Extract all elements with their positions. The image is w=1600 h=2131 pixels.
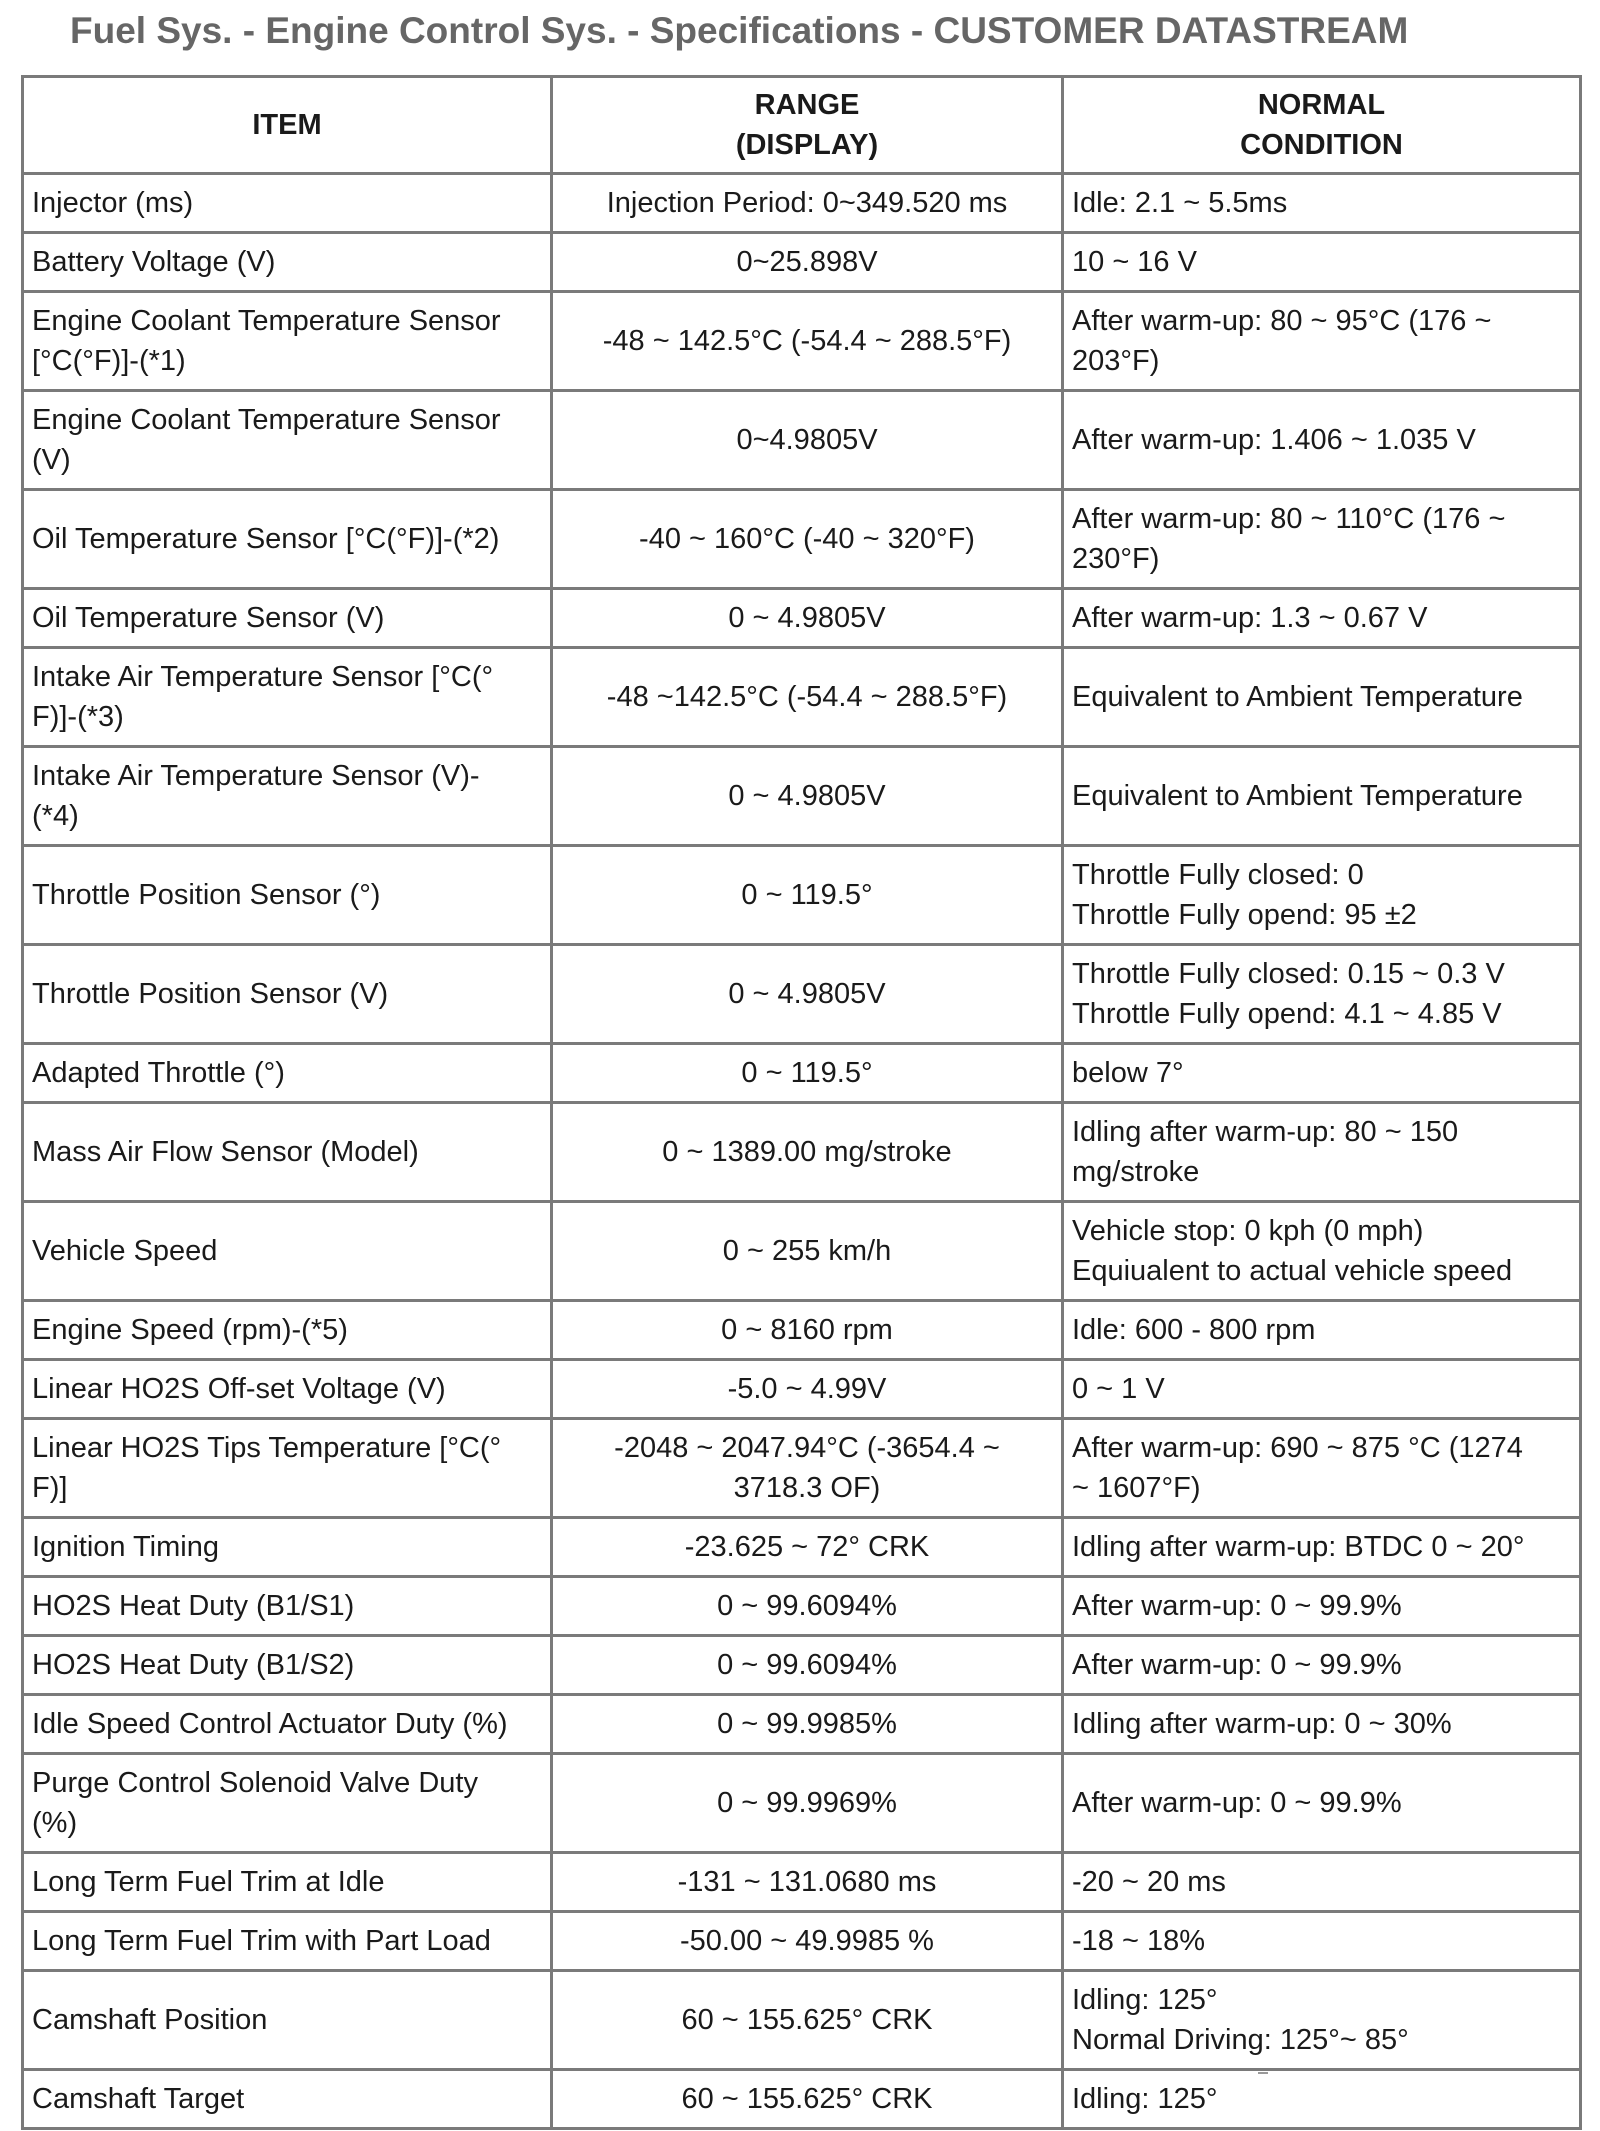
cell-normal-line: Idle: 2.1 ~ 5.5ms: [1072, 187, 1288, 219]
cell-item-line: Long Term Fuel Trim at Idle: [32, 1866, 385, 1898]
cell-range: [552, 589, 1063, 648]
cell-range: [552, 1695, 1063, 1754]
cell-item-line: Intake Air Temperature Sensor [°C(°: [32, 661, 494, 693]
table-row: [23, 1518, 1581, 1577]
cell-normal-line: After warm-up: 0 ~ 99.9%: [1072, 1787, 1402, 1819]
cell-range: [552, 846, 1063, 945]
cell-normal-line: -20 ~ 20 ms: [1072, 1866, 1226, 1898]
cell-range: [552, 1044, 1063, 1103]
cell-item: [23, 1301, 552, 1360]
cell-normal: [1063, 648, 1581, 747]
cell-normal: [1063, 1202, 1581, 1301]
cell-range: [552, 233, 1063, 292]
cell-range-line: -5.0 ~ 4.99V: [727, 1373, 887, 1405]
table-row: [23, 589, 1581, 648]
cell-range-line: 0 ~ 99.6094%: [717, 1590, 897, 1622]
cell-item-line: HO2S Heat Duty (B1/S1): [32, 1590, 355, 1622]
cell-item: [23, 648, 552, 747]
cell-item: [23, 490, 552, 589]
cell-range: [552, 648, 1063, 747]
spec-table: [21, 75, 1582, 2130]
header-row: [23, 77, 1581, 174]
cell-range-line: 60 ~ 155.625° CRK: [681, 2004, 933, 2036]
cell-normal-line: Idling: 125°: [1072, 2083, 1218, 2115]
cell-normal: [1063, 1912, 1581, 1971]
table-row: [23, 1419, 1581, 1518]
cell-range: [552, 1912, 1063, 1971]
cell-item-line: Engine Speed (rpm)-(*5): [32, 1314, 348, 1346]
cell-normal-line: Idling after warm-up: 80 ~ 150: [1072, 1116, 1459, 1148]
cell-range: [552, 747, 1063, 846]
cell-range-line: 0 ~ 99.9985%: [717, 1708, 897, 1740]
cell-item-line: Oil Temperature Sensor (V): [32, 602, 385, 634]
cell-range: [552, 174, 1063, 233]
cell-item: [23, 945, 552, 1044]
cell-range-line: -40 ~ 160°C (-40 ~ 320°F): [639, 523, 975, 555]
header-range-line: RANGE: [754, 89, 860, 121]
cell-item: [23, 589, 552, 648]
table-row: [23, 945, 1581, 1044]
dash-mark: [1258, 2072, 1268, 2074]
cell-item: [23, 1360, 552, 1419]
cell-range-line: 0 ~ 4.9805V: [728, 978, 886, 1010]
cell-normal: [1063, 174, 1581, 233]
cell-normal: [1063, 1301, 1581, 1360]
cell-normal-line: Vehicle stop: 0 kph (0 mph): [1072, 1215, 1424, 1247]
cell-normal: [1063, 945, 1581, 1044]
table-row: [23, 747, 1581, 846]
cell-item-line: [°C(°F)]-(*1): [32, 345, 186, 377]
cell-normal-line: 230°F): [1072, 543, 1160, 575]
cell-normal-line: Normal Driving: 125°~ 85°: [1072, 2024, 1409, 2056]
cell-range-line: 0 ~ 255 km/h: [722, 1235, 892, 1267]
cell-item-line: Intake Air Temperature Sensor (V)-: [32, 760, 480, 792]
cell-item: [23, 1103, 552, 1202]
cell-item: [23, 1202, 552, 1301]
cell-normal: [1063, 1636, 1581, 1695]
cell-range-line: -48 ~ 142.5°C (-54.4 ~ 288.5°F): [602, 325, 1012, 357]
cell-range: [552, 1577, 1063, 1636]
table-row: [23, 1044, 1581, 1103]
cell-range-line: -23.625 ~ 72° CRK: [684, 1531, 930, 1563]
cell-normal: [1063, 1754, 1581, 1853]
cell-item: [23, 1695, 552, 1754]
cell-range: [552, 490, 1063, 589]
cell-item: [23, 1419, 552, 1518]
cell-item-line: Ignition Timing: [32, 1531, 219, 1563]
cell-item-line: F)]: [32, 1472, 68, 1504]
table-row: [23, 1695, 1581, 1754]
cell-normal: [1063, 1360, 1581, 1419]
cell-range-line: -2048 ~ 2047.94°C (-3654.4 ~: [614, 1432, 1000, 1464]
cell-item: [23, 846, 552, 945]
cell-item: [23, 174, 552, 233]
cell-item: [23, 2070, 552, 2129]
header-item: [23, 77, 552, 174]
cell-item: [23, 1754, 552, 1853]
cell-item-line: Throttle Position Sensor (°): [32, 879, 381, 911]
cell-range-line: 0 ~ 119.5°: [741, 879, 873, 911]
cell-item-line: Idle Speed Control Actuator Duty (%): [32, 1708, 508, 1740]
cell-normal: [1063, 1518, 1581, 1577]
cell-range: [552, 1301, 1063, 1360]
cell-item-line: HO2S Heat Duty (B1/S2): [32, 1649, 355, 1681]
cell-normal-line: Throttle Fully opend: 95 ±2: [1072, 899, 1417, 931]
cell-item-line: (*4): [32, 800, 79, 832]
table-row: [23, 1636, 1581, 1695]
cell-item-line: Long Term Fuel Trim with Part Load: [32, 1925, 491, 1957]
cell-range-line: 0~4.9805V: [736, 424, 878, 456]
cell-range: [552, 391, 1063, 490]
cell-range-line: 0 ~ 4.9805V: [728, 602, 886, 634]
cell-normal: [1063, 233, 1581, 292]
cell-item-line: (%): [32, 1807, 78, 1839]
table-row: [23, 1971, 1581, 2070]
cell-normal-line: below 7°: [1072, 1057, 1184, 1089]
cell-normal: [1063, 589, 1581, 648]
table-row: [23, 1577, 1581, 1636]
cell-range: [552, 1518, 1063, 1577]
cell-normal: [1063, 1044, 1581, 1103]
cell-item: [23, 1636, 552, 1695]
table-row: [23, 1360, 1581, 1419]
cell-item-line: Throttle Position Sensor (V): [32, 978, 389, 1010]
cell-item-line: Adapted Throttle (°): [32, 1057, 285, 1089]
cell-range-line: 0 ~ 8160 rpm: [721, 1314, 893, 1346]
cell-item: [23, 1518, 552, 1577]
table-row: [23, 1202, 1581, 1301]
page-title: Fuel Sys. - Engine Control Sys. - Specifications - CUSTOMER DATASTREAM: [70, 10, 1409, 51]
cell-item: [23, 1912, 552, 1971]
cell-range-line: Injection Period: 0~349.520 ms: [606, 187, 1008, 219]
cell-range-line: -48 ~142.5°C (-54.4 ~ 288.5°F): [606, 681, 1008, 713]
cell-range: [552, 2070, 1063, 2129]
spec-table-body: [23, 174, 1581, 2129]
table-row: [23, 1301, 1581, 1360]
cell-normal-line: After warm-up: 1.406 ~ 1.035 V: [1072, 424, 1476, 456]
cell-item: [23, 391, 552, 490]
cell-item: [23, 1853, 552, 1912]
cell-normal: [1063, 747, 1581, 846]
cell-item: [23, 747, 552, 846]
cell-range: [552, 1360, 1063, 1419]
header-range-line: (DISPLAY): [735, 129, 879, 161]
cell-range-line: 3718.3 OF): [733, 1472, 881, 1504]
cell-range: [552, 1853, 1063, 1912]
cell-range: [552, 1419, 1063, 1518]
cell-normal: [1063, 1853, 1581, 1912]
cell-item-line: Linear HO2S Tips Temperature [°C(°: [32, 1432, 502, 1464]
cell-normal-line: Idling after warm-up: 0 ~ 30%: [1072, 1708, 1452, 1740]
cell-item: [23, 1971, 552, 2070]
table-row: [23, 846, 1581, 945]
cell-item-line: Engine Coolant Temperature Sensor: [32, 404, 501, 436]
cell-normal-line: Equivalent to Ambient Temperature: [1072, 780, 1523, 812]
cell-item: [23, 292, 552, 391]
cell-normal: [1063, 1103, 1581, 1202]
cell-normal-line: ~ 1607°F): [1072, 1472, 1201, 1504]
cell-normal-line: After warm-up: 690 ~ 875 °C (1274: [1072, 1432, 1523, 1464]
cell-range-line: -131 ~ 131.0680 ms: [677, 1866, 937, 1898]
cell-item: [23, 233, 552, 292]
cell-normal-line: Idling: 125°: [1072, 1984, 1218, 2016]
cell-item-line: Injector (ms): [32, 187, 194, 219]
cell-normal: [1063, 490, 1581, 589]
cell-range-line: -50.00 ~ 49.9985 %: [680, 1925, 934, 1957]
header-normal-line: NORMAL: [1257, 89, 1386, 121]
cell-normal-line: After warm-up: 0 ~ 99.9%: [1072, 1590, 1402, 1622]
cell-item-line: Camshaft Position: [32, 2004, 268, 2036]
cell-range-line: 0 ~ 119.5°: [741, 1057, 873, 1089]
cell-range: [552, 1971, 1063, 2070]
cell-normal: [1063, 292, 1581, 391]
header-range: [552, 77, 1063, 174]
cell-item-line: Linear HO2S Off-set Voltage (V): [32, 1373, 446, 1405]
cell-item-line: (V): [32, 444, 71, 476]
table-row: [23, 391, 1581, 490]
cell-range-line: 0~25.898V: [736, 246, 878, 278]
table-row: [23, 2070, 1581, 2129]
cell-normal-line: 0 ~ 1 V: [1072, 1373, 1165, 1405]
cell-item-line: Oil Temperature Sensor [°C(°F)]-(*2): [32, 523, 500, 555]
cell-item-line: Purge Control Solenoid Valve Duty: [32, 1767, 478, 1799]
cell-normal-line: -18 ~ 18%: [1072, 1925, 1206, 1957]
cell-normal-line: Equiualent to actual vehicle speed: [1072, 1255, 1513, 1287]
cell-normal-line: 203°F): [1072, 345, 1160, 377]
cell-item-line: Engine Coolant Temperature Sensor: [32, 305, 501, 337]
table-row: [23, 490, 1581, 589]
cell-normal-line: After warm-up: 1.3 ~ 0.67 V: [1072, 602, 1428, 634]
cell-normal-line: mg/stroke: [1072, 1156, 1200, 1188]
cell-normal-line: Idle: 600 - 800 rpm: [1072, 1314, 1316, 1346]
cell-normal: [1063, 1971, 1581, 2070]
header-normal-line: CONDITION: [1240, 129, 1403, 161]
cell-normal-line: Equivalent to Ambient Temperature: [1072, 681, 1523, 713]
cell-normal-line: Throttle Fully opend: 4.1 ~ 4.85 V: [1072, 998, 1502, 1030]
cell-range-line: 0 ~ 99.9969%: [717, 1787, 897, 1819]
table-row: [23, 1754, 1581, 1853]
cell-normal: [1063, 846, 1581, 945]
cell-range: [552, 1202, 1063, 1301]
cell-item: [23, 1044, 552, 1103]
cell-range: [552, 1754, 1063, 1853]
table-row: [23, 1853, 1581, 1912]
header-item-label: ITEM: [252, 109, 322, 141]
cell-range-line: 0 ~ 99.6094%: [717, 1649, 897, 1681]
cell-normal: [1063, 1577, 1581, 1636]
table-row: [23, 1912, 1581, 1971]
cell-normal: [1063, 1695, 1581, 1754]
cell-item: [23, 1577, 552, 1636]
cell-item-line: Mass Air Flow Sensor (Model): [32, 1136, 419, 1168]
cell-range-line: 0 ~ 1389.00 mg/stroke: [662, 1136, 952, 1168]
cell-range: [552, 292, 1063, 391]
cell-normal-line: 10 ~ 16 V: [1072, 246, 1197, 278]
cell-range-line: 60 ~ 155.625° CRK: [681, 2083, 933, 2115]
header-normal: [1063, 77, 1581, 174]
cell-normal-line: Throttle Fully closed: 0: [1072, 859, 1364, 891]
cell-item-line: Vehicle Speed: [32, 1235, 218, 1267]
cell-item-line: Camshaft Target: [32, 2083, 245, 2115]
table-row: [23, 174, 1581, 233]
cell-item-line: F)]-(*3): [32, 701, 124, 733]
cell-normal: [1063, 2070, 1581, 2129]
cell-range: [552, 1636, 1063, 1695]
cell-item-line: Battery Voltage (V): [32, 246, 276, 278]
cell-normal-line: After warm-up: 80 ~ 95°C (176 ~: [1072, 305, 1492, 337]
cell-range-line: 0 ~ 4.9805V: [728, 780, 886, 812]
cell-normal-line: Throttle Fully closed: 0.15 ~ 0.3 V: [1072, 958, 1505, 990]
cell-normal-line: After warm-up: 80 ~ 110°C (176 ~: [1072, 503, 1506, 535]
cell-normal-line: Idling after warm-up: BTDC 0 ~ 20°: [1072, 1531, 1525, 1563]
cell-range: [552, 1103, 1063, 1202]
cell-normal: [1063, 391, 1581, 490]
table-row: [23, 233, 1581, 292]
cell-normal-line: After warm-up: 0 ~ 99.9%: [1072, 1649, 1402, 1681]
table-row: [23, 292, 1581, 391]
table-row: [23, 1103, 1581, 1202]
table-row: [23, 648, 1581, 747]
cell-range: [552, 945, 1063, 1044]
cell-normal: [1063, 1419, 1581, 1518]
